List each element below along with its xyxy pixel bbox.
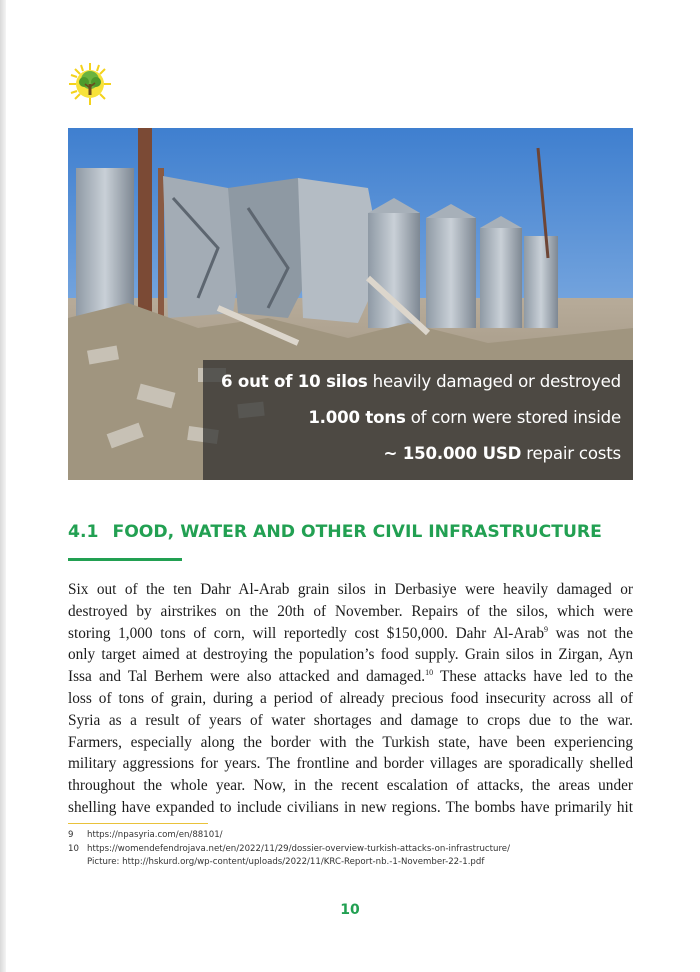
body-paragraph [68, 579, 633, 819]
page-number: 10 [340, 902, 360, 918]
body-line: loss of tons of grain, during a period of already precious food insecurity across all of [68, 689, 633, 707]
body-line: shelling have expanded to include civilians in new regions. The bombs have primarily hit [68, 798, 633, 816]
destroyed-silos-photo [68, 128, 633, 480]
body-line: military aggressions for years. The frontline and border villages are sporadically shelled [68, 755, 633, 773]
footnote-link[interactable]: https://womendefendrojava.net/en/2022/11/29/dossier-overview-turkish-attacks-on-infrastructure/ [87, 843, 510, 854]
heading-underline [68, 558, 182, 561]
footnote-picture-source[interactable]: Picture: http://hskurd.org/wp-content/uploads/2022/11/KRC-Report-nb.-1-November-22-1.pdf [87, 857, 485, 868]
body-line: Six out of the ten Dahr Al-Arab grain silos in Derbasiye were heavily damaged or [68, 581, 633, 598]
footnote-ref-10[interactable]: 10 [425, 668, 434, 678]
page-edge [0, 0, 6, 972]
caption-line-costs: ~ 150.000 USD repair costs [383, 444, 621, 463]
body-line: destroyed by airstrikes on the 20th of November. Repairs of the silos, which were [68, 602, 633, 620]
footnote-10: 10 https://womendefendrojava.net/en/2022/11/29/dossier-overview-turkish-attacks-on-infrastructure/ [68, 843, 510, 854]
caption-line-corn: 1.000 tons of corn were stored inside [308, 408, 621, 427]
photo-caption-box [203, 360, 633, 480]
caption-line-silos: 6 out of 10 silos heavily damaged or destroyed [220, 372, 621, 391]
body-line: Syria as a result of years of water shortages and damage to crops due to the war. [68, 711, 633, 729]
section-title: FOOD, WATER AND OTHER CIVIL INFRASTRUCTURE [112, 522, 602, 542]
footnote-divider [68, 823, 208, 824]
body-line: throughout the whole year. Now, in the recent escalation of attacks, the areas under [68, 777, 633, 795]
footnote-9: 9 https://npasyria.com/en/88101/ [68, 830, 223, 840]
organization-logo [68, 62, 112, 106]
footnote-link[interactable]: https://npasyria.com/en/88101/ [87, 830, 223, 840]
body-line: Issa and Tal Berhem were also attacked and damaged.$^{10}$ These attacks have led to the [68, 668, 633, 686]
section-number: 4.1 [68, 522, 99, 542]
body-line: Farmers, especially along the border with the Turkish state, have been experiencing [68, 733, 633, 751]
body-line: storing 1,000 tons of corn, will reportedly cost $150,000. Dahr Al-Arab$^9$ was not the [68, 624, 633, 642]
section-heading [68, 522, 602, 542]
footnotes [68, 829, 510, 870]
footnote-ref-9[interactable]: 9 [543, 624, 548, 634]
body-line: only target aimed at destroying the population’s food supply. Grain silos in Zirgan, Ayn [68, 646, 633, 664]
